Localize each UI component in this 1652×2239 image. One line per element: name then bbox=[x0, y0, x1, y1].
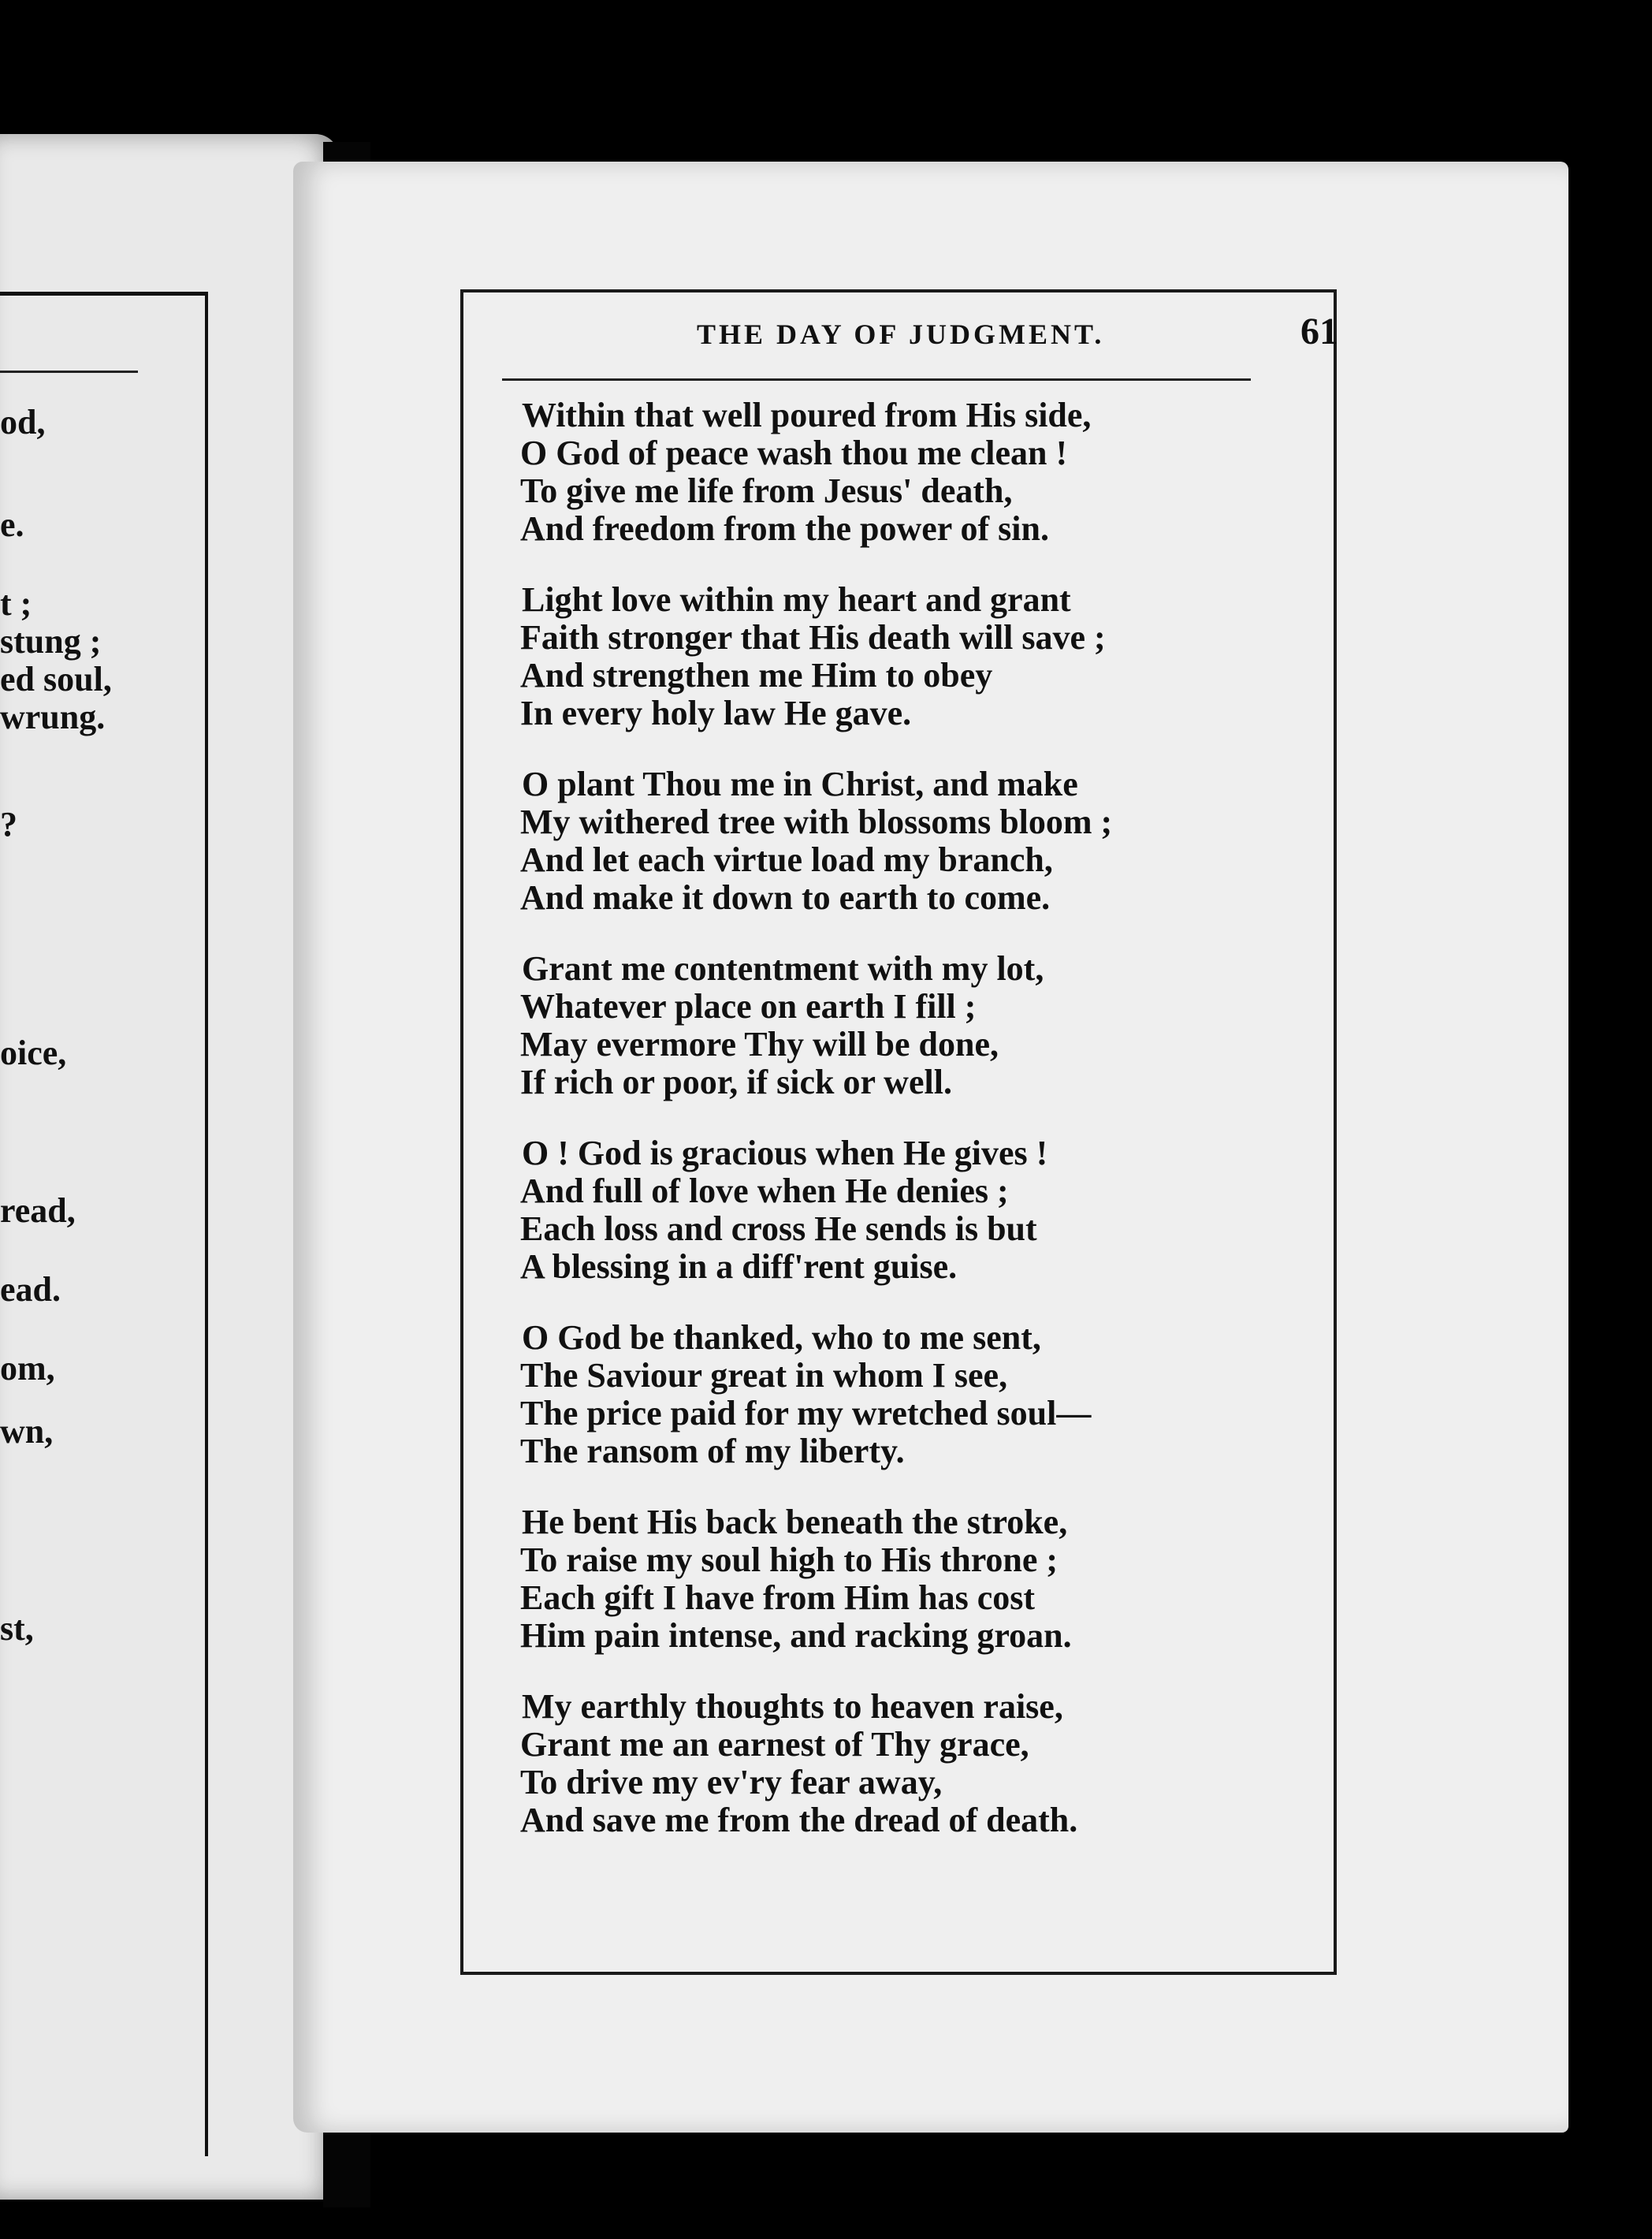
verse-line: Whatever place on earth I fill ; bbox=[520, 987, 977, 1026]
verse-line: Light love within my heart and grant bbox=[522, 580, 1071, 619]
right-page bbox=[293, 162, 1568, 2133]
verse-line: The price paid for my wretched soul— bbox=[520, 1394, 1092, 1432]
verse-line: And freedom from the power of sin. bbox=[520, 509, 1049, 548]
running-title: THE DAY OF JUDGMENT. bbox=[697, 319, 1105, 350]
poem bbox=[522, 397, 1349, 1872]
stanza bbox=[522, 397, 1349, 548]
stanza bbox=[522, 1319, 1349, 1470]
verse-line: And save me from the dread of death. bbox=[520, 1801, 1078, 1839]
verse-line: O God be thanked, who to me sent, bbox=[522, 1318, 1041, 1357]
stanza bbox=[522, 1503, 1349, 1655]
left-fragment: st, bbox=[0, 1609, 34, 1648]
left-fragment: t ; bbox=[0, 584, 32, 623]
verse-line: O plant Thou me in Christ, and make bbox=[522, 765, 1078, 803]
left-fragment: oice, bbox=[0, 1034, 67, 1072]
verse-line: The Saviour great in whom I see, bbox=[520, 1356, 1008, 1395]
verse-line: And strengthen me Him to obey bbox=[520, 656, 993, 695]
left-fragment: wrung. bbox=[0, 698, 106, 736]
verse-line: Faith stronger that His death will save ; bbox=[520, 618, 1106, 657]
verse-line: To raise my soul high to His throne ; bbox=[520, 1540, 1059, 1579]
verse-line: O God of peace wash thou me clean ! bbox=[520, 434, 1068, 472]
header-rule bbox=[502, 378, 1251, 381]
stanza bbox=[522, 1688, 1349, 1839]
stanza bbox=[522, 950, 1349, 1101]
verse-line: Grant me contentment with my lot, bbox=[522, 949, 1044, 988]
verse-line: If rich or poor, if sick or well. bbox=[520, 1063, 952, 1101]
verse-line: May evermore Thy will be done, bbox=[520, 1025, 999, 1064]
stanza bbox=[522, 581, 1349, 732]
left-facing-page bbox=[0, 134, 339, 2200]
verse-line: Grant me an earnest of Thy grace, bbox=[520, 1725, 1029, 1764]
verse-line: And make it down to earth to come. bbox=[520, 878, 1051, 917]
left-fragment: read, bbox=[0, 1191, 76, 1230]
verse-line: My earthly thoughts to heaven raise, bbox=[522, 1687, 1063, 1726]
left-fragment: ead. bbox=[0, 1270, 61, 1309]
verse-line: The ransom of my liberty. bbox=[520, 1432, 905, 1470]
verse-line: He bent His back beneath the stroke, bbox=[522, 1503, 1068, 1541]
verse-line: O ! God is gracious when He gives ! bbox=[522, 1134, 1048, 1172]
verse-line: To drive my ev'ry fear away, bbox=[520, 1763, 943, 1801]
stanza bbox=[522, 1134, 1349, 1286]
verse-line: And let each virtue load my branch, bbox=[520, 840, 1053, 879]
verse-line: Each gift I have from Him has cost bbox=[520, 1578, 1036, 1617]
verse-line: Him pain intense, and racking groan. bbox=[520, 1616, 1072, 1655]
verse-line: Each loss and cross He sends is but bbox=[520, 1209, 1037, 1248]
left-fragment: od, bbox=[0, 403, 46, 441]
verse-line: A blessing in a diff'rent guise. bbox=[520, 1247, 958, 1286]
left-fragment: e. bbox=[0, 505, 24, 544]
verse-line: To give me life from Jesus' death, bbox=[520, 471, 1013, 510]
page-number: 61 bbox=[1300, 311, 1338, 352]
left-page-rule bbox=[0, 371, 138, 373]
left-fragment: ed soul, bbox=[0, 660, 112, 699]
left-fragment: om, bbox=[0, 1349, 55, 1388]
left-fragment: stung ; bbox=[0, 622, 102, 661]
verse-line: My withered tree with blossoms bloom ; bbox=[520, 803, 1113, 841]
verse-line: And full of love when He denies ; bbox=[520, 1172, 1009, 1210]
left-fragment: wn, bbox=[0, 1412, 54, 1451]
verse-line: In every holy law He gave. bbox=[520, 694, 912, 732]
left-fragment: ? bbox=[0, 805, 17, 844]
verse-line: Within that well poured from His side, bbox=[522, 396, 1092, 434]
stanza bbox=[522, 766, 1349, 917]
